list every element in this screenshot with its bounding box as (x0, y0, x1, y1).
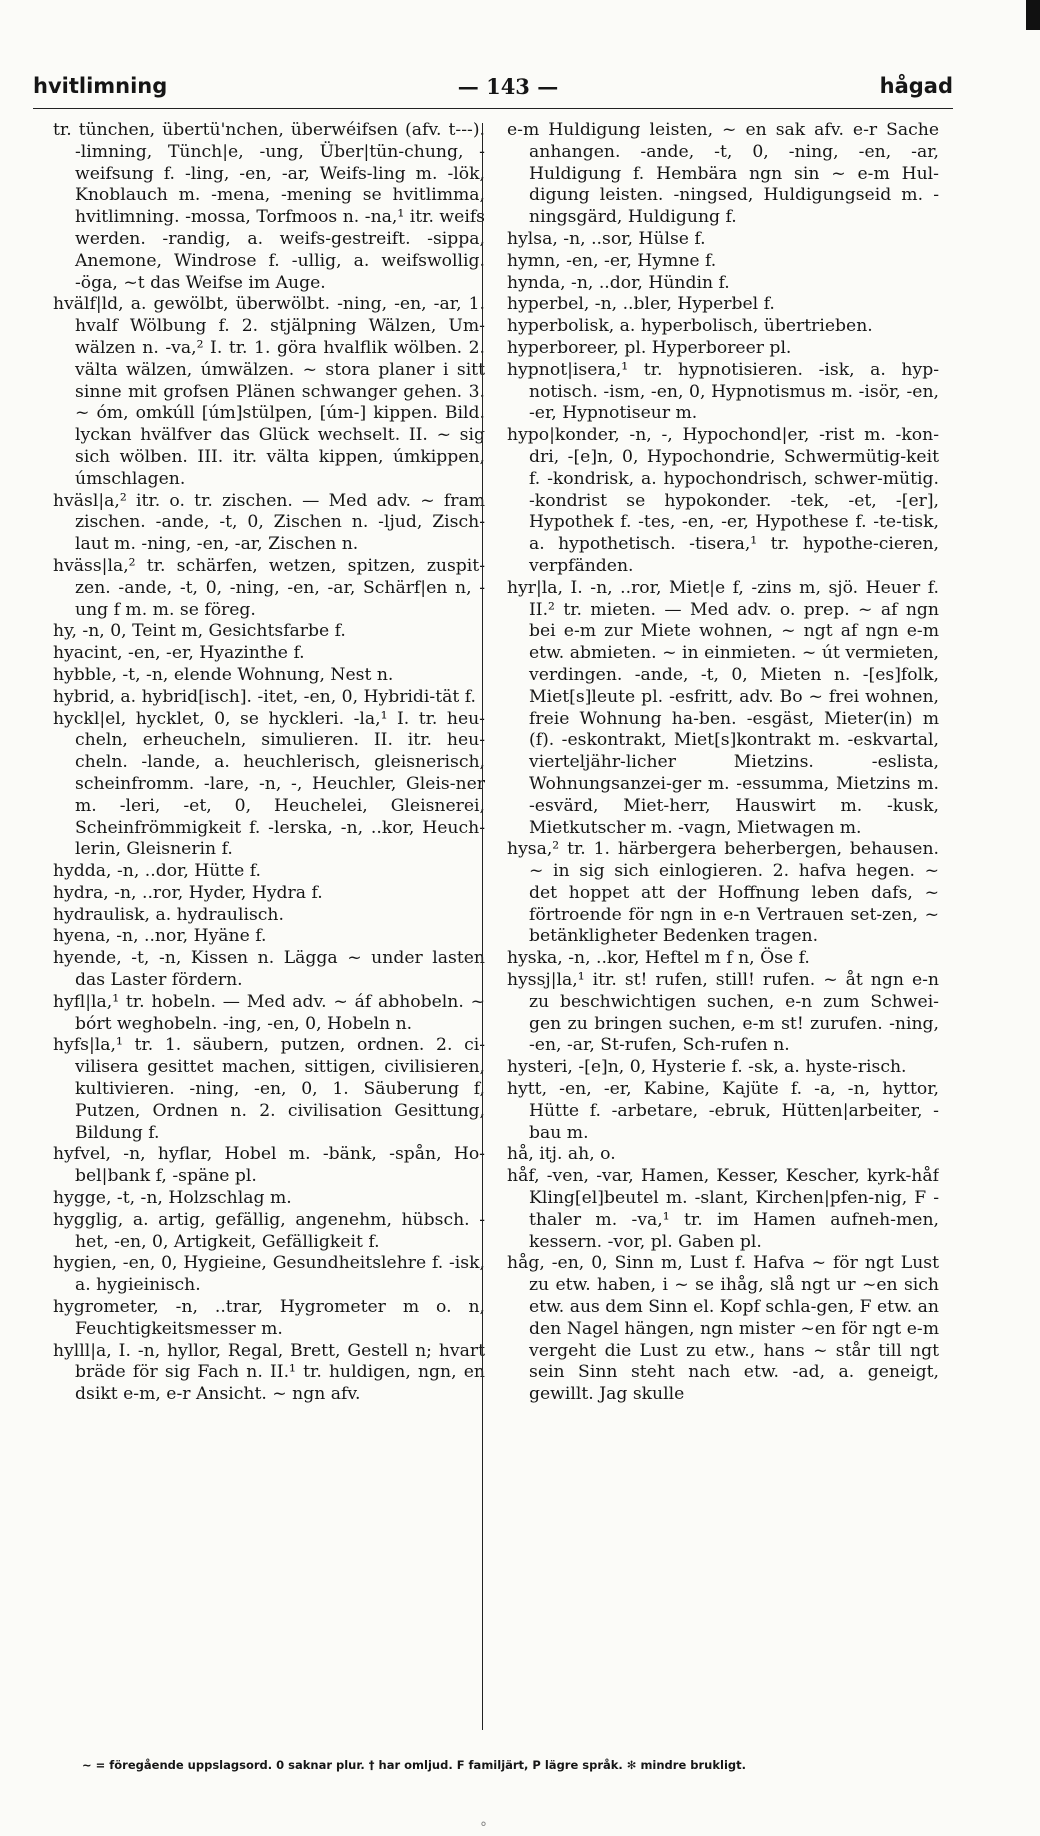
dictionary-entry: hväss|la,² tr. schärfen, wetzen, spitzen, zuspit-zen. -ande, -t, 0, -ning, -en, -ar, Schärf|en n, -ung f m. m. se föreg. (53, 555, 485, 620)
dictionary-entry: hybrid, a. hybrid[isch]. -itet, -en, 0, Hybridi-tät f. (53, 686, 476, 707)
dictionary-entry: hydraulisk, a. hydraulisch. (53, 904, 284, 925)
dictionary-entry: hynda, -n, ..dor, Hündin f. (507, 272, 730, 293)
dictionary-entry: hyperboreer, pl. Hyperboreer pl. (507, 337, 792, 358)
dictionary-entry: håg, -en, 0, Sinn m, Lust f. Hafva ~ för ngt Lust zu etw. haben, i ~ se ihåg, slå ngt ur ~en sich etw. aus dem Sinn el. Kopf schla-gen, F etw. an den Nagel hängen, ngn mister ~en för ngt e-m vergeht die Lust zu etw., hans ~ står till ngt sein Sinn steht nach etw. -ad, a. geneigt, gewillt. Jag skulle (507, 1253, 939, 1405)
dictionary-entry: hydra, -n, ..ror, Hyder, Hydra f. (53, 882, 323, 903)
page-header (33, 74, 953, 110)
dictionary-entry: hygrometer, -n, ..trar, Hygrometer m o. n, Feuchtigkeitsmesser m. (53, 1297, 485, 1339)
dictionary-entry: hy, -n, 0, Teint m, Gesichtsfarbe f. (53, 621, 346, 642)
dictionary-entry: hypo|konder, -n, -, Hypochond|er, -rist m. -kon-dri, -[e]n, 0, Hypochondrie, Schwermütig-keit f. -kondrisk, a. hypochondrisch, schwer-mütig. -kondrist se hypokonder. -tek, -et, -[er], Hypothek f. -tes, -en, -er, Hypothese f. -te-tisk, a. hypothetisch. -tisera,¹ tr. hypothe-cieren, verpfänden. (507, 425, 939, 576)
dictionary-entry: hyr|la, I. -n, ..ror, Miet|e f, -zins m, sjö. Heuer f. II.² tr. mieten. — Med adv. o. prep. ~ af ngn bei e-m zur Miete wohnen, ~ ngt af ngn e-m etw. abmieten. ~ in einmieten. ~ út vermieten, verdingen. -ande, -t, 0, Mieten n. -[es]folk, Miet[s]leute pl. -esfritt, adv. Bo ~ frei wohnen, freie Wohnung ha-ben. -esgäst, Mieter(in) m (f). -eskontrakt, Miet[s]kontrakt m. -eskvartal, vierteljähr-licher Mietzins. -eslista, Wohnungsanzei-ger m. -essumma, Mietzins m. -esvärd, Miet-herr, Hauswirt m. -kusk, Mietkutscher m. -vagn, Mietwagen m. (507, 577, 939, 838)
dictionary-entry: hyacint, -en, -er, Hyazinthe f. (53, 643, 305, 664)
stray-mark: ° (480, 1820, 487, 1836)
dictionary-entry: hygge, -t, -n, Holzschlag m. (53, 1188, 292, 1209)
dictionary-entry: hylll|a, I. -n, hyllor, Regal, Brett, Gestell n; hvart bräde för sig Fach n. II.¹ tr. huldigen, ngn, en dsikt e-m, e-r Ansicht. ~ ngn afv. (53, 1340, 485, 1405)
dictionary-entry: hå, itj. ah, o. (507, 1144, 616, 1165)
dictionary-entry: hylsa, -n, ..sor, Hülse f. (507, 228, 706, 249)
dictionary-entry: hybble, -t, -n, elende Wohnung, Nest n. (53, 664, 394, 685)
page-number: — 143 — (457, 74, 559, 99)
dictionary-entry: hväsl|a,² itr. o. tr. zischen. — Med adv. ~ fram zischen. -ande, -t, 0, Zischen n. -ljud, Zisch-laut m. -ning, -en, -ar, Zischen n. (53, 490, 485, 555)
dictionary-entry: hyperbel, -n, ..bler, Hyperbel f. (507, 294, 775, 315)
header-rule (33, 108, 953, 109)
dictionary-entry: hyende, -t, -n, Kissen n. Lägga ~ under lasten das Laster fördern. (53, 948, 485, 991)
right-column (507, 120, 939, 1720)
left-column (53, 120, 485, 1720)
dictionary-entry: tr. tünchen, übertü'nchen, überwéifsen (afv. t---). -limning, Tünch|e, -ung, Über|tün-chung, -weifsung f. -ling, -en, -ar, Weifs-ling m. -lök, Knoblauch m. -mena, -mening se hvitlimma, hvitlimning. -mossa, Torfmoos n. -na,¹ itr. weifs werden. -randig, a. weifs-gestreift. -sippa, Anemone, Windrose f. -ullig, a. weifswollig. -öga, ~t das Weifse im Auge. (53, 120, 485, 293)
dictionary-entry: hyska, -n, ..kor, Heftel m f n, Öse f. (507, 948, 810, 969)
dictionary-entry: hygglig, a. artig, gefällig, angenehm, hübsch. -het, -en, 0, Artigkeit, Gefälligkeit f. (53, 1209, 485, 1252)
dictionary-entry: hytt, -en, -er, Kabine, Kajüte f. -a, -n, hyttor, Hütte f. -arbetare, -ebruk, Hütten|arbeiter, -bau m. (507, 1079, 939, 1143)
dictionary-entry: hvälf|ld, a. gewölbt, überwölbt. -ning, -en, -ar, 1. hvalf Wölbung f. 2. stjälpning Wälzen, Um-wälzen n. -va,² I. tr. 1. göra hvalflik wölben. 2. välta wälzen, úmwälzen. ~ stora planer i sitt sinne mit grofsen Plänen schwanger gehen. 3. ~ óm, omkúll [úm]stülpen, [úm-] kippen. Bild. lyckan hvälfver das Glück wechselt. II. ~ sig sich wölben. III. itr. välta kippen, úmkippen, úmschlagen. (53, 294, 485, 489)
dictionary-entry: hyfl|la,¹ tr. hobeln. — Med adv. ~ áf abhobeln. ~ bórt weghobeln. -ing, -en, 0, Hobeln n. (53, 991, 485, 1034)
dictionary-entry: e-m Huldigung leisten, ~ en sak afv. e-r Sache anhangen. -ande, -t, 0, -ning, -en, -ar, Huldigung f. Hembära ngn sin ~ e-m Hul-digung leisten. -ningsed, Huldigungseid m. -ningsgärd, Huldigung f. (507, 120, 939, 228)
dictionary-entry: hyssj|la,¹ itr. st! rufen, still! rufen. ~ åt ngn e-n zu beschwichtigen suchen, e-n zum Schwei-gen zu bringen suchen, e-m st! zurufen. -ning, -en, -ar, St-rufen, Sch-rufen n. (507, 970, 939, 1056)
dictionary-entry: hymn, -en, -er, Hymne f. (507, 250, 717, 271)
dictionary-entry: hypnot|isera,¹ tr. hypnotisieren. -isk, a. hyp-notisch. -ism, -en, 0, Hypnotismus m. -isör, -en, -er, Hypnotiseur m. (507, 359, 939, 424)
dictionary-entry: hyena, -n, ..nor, Hyäne f. (53, 926, 267, 947)
column-divider (482, 123, 483, 1730)
abbreviation-legend: ~ = föregående uppslagsord. 0 saknar plur. † har omljud. F familjärt, P lägre språk. ✻ mindre brukligt. (82, 1758, 746, 1772)
dictionary-entry: hydda, -n, ..dor, Hütte f. (53, 861, 262, 882)
dictionary-entry: håf, -ven, -var, Hamen, Kesser, Kescher, kyrk-håf Kling[el]beutel m. -slant, Kirchen|pfen-nig, F -thaler m. -va,¹ tr. im Hamen aufneh-men, kessern. -vor, pl. Gaben pl. (507, 1166, 939, 1252)
dictionary-entry: hyfvel, -n, hyflar, Hobel m. -bänk, -spån, Ho-bel|bank f, -späne pl. (53, 1144, 485, 1187)
dictionary-entry: hyperbolisk, a. hyperbolisch, übertrieben. (507, 316, 873, 337)
dictionary-entry: hygien, -en, 0, Hygieine, Gesundheitslehre f. -isk, a. hygieinisch. (53, 1253, 485, 1296)
dictionary-entry: hysa,² tr. 1. härbergera beherbergen, behausen. ~ in sig sich einlogieren. 2. hafva hegen. ~ det hoppet att der Hoffnung leben dafs, ~ förtroende för ngn in e-n Vertrauen set-zen, ~ betänkligheter Bedenken tragen. (507, 839, 939, 947)
header-left-headword: hvitlimning (33, 74, 168, 98)
dictionary-entry: hyfs|la,¹ tr. 1. säubern, putzen, ordnen. 2. ci-vilisera gesittet machen, sittigen, civilisieren, kultivieren. -ning, -en, 0, 1. Säuberung f, Putzen, Ordnen n. 2. civilisation Gesittung, Bildung f. (53, 1035, 485, 1143)
dictionary-entry: hyckl|el, hycklet, 0, se hyckleri. -la,¹ I. tr. heu-cheln, erheucheln, simulieren. II. itr. heu-cheln. -lande, a. heuchlerisch, gleisnerisch, scheinfromm. -lare, -n, -, Heuchler, Gleis-ner m. -leri, -et, 0, Heuchelei, Gleisnerei, Scheinfrömmigkeit f. -lerska, -n, ..kor, Heuch-lerin, Gleisnerin f. (53, 708, 485, 860)
header-right-headword: hågad (879, 74, 953, 98)
scan-corner-mark (1026, 0, 1040, 30)
dictionary-entry: hysteri, -[e]n, 0, Hysterie f. -sk, a. hyste-risch. (507, 1057, 907, 1078)
